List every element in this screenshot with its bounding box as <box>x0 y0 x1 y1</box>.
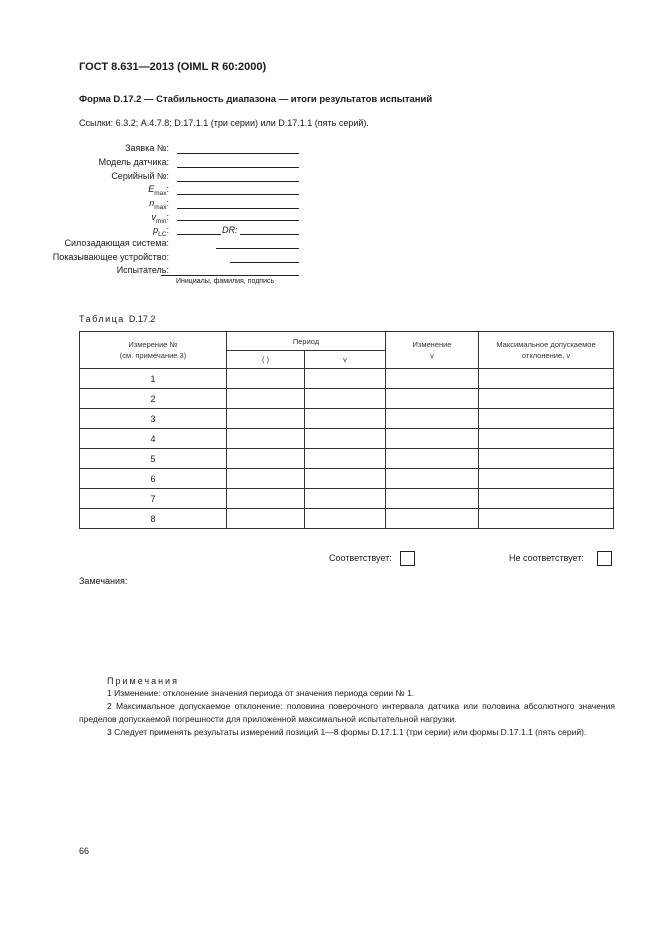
plc-subscript: LC <box>158 230 167 238</box>
references: Ссылки: 6.3.2; А.4.7.8; D.17.1.1 (три серии) или D.17.1.1 (пять серий). <box>79 118 369 128</box>
change-cell[interactable] <box>386 469 479 489</box>
max-deviation-cell[interactable] <box>479 409 614 429</box>
max-deviation-cell[interactable] <box>479 449 614 469</box>
period-cell[interactable] <box>305 409 386 429</box>
form-title: Форма D.17.2 — Стабильность диапазона — итоги результатов испытаний <box>79 94 433 105</box>
period-cell[interactable] <box>305 469 386 489</box>
table-row <box>80 389 614 409</box>
plc-symbol: p <box>153 225 159 235</box>
header-change-label: Изменение <box>412 340 452 349</box>
header-change <box>386 332 479 369</box>
load-system-label: Силозадающая система: <box>64 238 169 248</box>
table-caption-prefix: Таблица <box>79 314 125 324</box>
period-cell[interactable] <box>305 429 386 449</box>
indicator-label: Показывающее устройство: <box>52 252 169 262</box>
note-1 <box>79 687 615 700</box>
not-complies-label: Не соответствует: <box>509 553 584 563</box>
nmax-label <box>149 198 169 211</box>
emax-field[interactable] <box>177 194 299 195</box>
nmax-field[interactable] <box>177 208 299 209</box>
period-cell[interactable] <box>227 429 305 449</box>
period-cell[interactable] <box>305 389 386 409</box>
measurement-number: 2 <box>80 389 227 409</box>
max-deviation-cell[interactable] <box>479 469 614 489</box>
header-max-deviation-unit: отклонение, v <box>521 351 571 360</box>
standard-designation: ГОСТ 8.631—2013 (OIML R 60:2000) <box>79 61 267 73</box>
application-label: Заявка №: <box>125 143 169 153</box>
change-cell[interactable] <box>386 389 479 409</box>
measurement-number: 7 <box>80 489 227 509</box>
measurement-number: 6 <box>80 469 227 489</box>
nmax-symbol: n <box>149 198 155 208</box>
measurement-number: 1 <box>80 369 227 389</box>
emax-subscript: max <box>154 189 167 197</box>
period-cell[interactable] <box>227 389 305 409</box>
period-cell[interactable] <box>227 369 305 389</box>
period-cell[interactable] <box>227 409 305 429</box>
remarks-label: Замечания: <box>79 576 128 586</box>
header-max-deviation <box>479 332 614 369</box>
note-2 <box>79 700 615 726</box>
change-cell[interactable] <box>386 429 479 449</box>
vmin-field[interactable] <box>177 220 299 221</box>
vmin-colon: : <box>166 212 169 222</box>
dr-label: DR: <box>222 225 238 235</box>
table-row <box>80 409 614 429</box>
max-deviation-cell[interactable] <box>479 389 614 409</box>
max-deviation-cell[interactable] <box>479 429 614 449</box>
header-period-sub2: v <box>305 351 386 369</box>
note-2-text: 2 Максимальное допускаемое отклонение: половина поверочного интервала датчика или половина абсолютного значения пределов допускаемой погрешности для приложенной максимальной испытательной нагрузки. <box>79 701 615 724</box>
period-cell[interactable] <box>305 369 386 389</box>
indicator-field[interactable] <box>230 262 299 263</box>
table-caption <box>79 314 155 324</box>
period-cell[interactable] <box>305 509 386 529</box>
table-row <box>80 369 614 389</box>
emax-label <box>148 184 169 197</box>
tester-label: Испытатель: <box>116 265 169 275</box>
emax-symbol: E <box>148 184 155 194</box>
model-label: Модель датчика: <box>98 157 169 167</box>
serial-label: Серийный №: <box>111 171 169 181</box>
header-measurement-label: Измерение № <box>128 340 178 349</box>
change-cell[interactable] <box>386 509 479 529</box>
note-3-text: 3 Следует применять результаты измерений позиций 1—8 формы D.17.1.1 (три серии) или формы D.17.1.1 (пять серий). <box>107 727 587 737</box>
header-change-unit: v <box>430 351 434 360</box>
change-cell[interactable] <box>386 489 479 509</box>
notes-heading: Примечания <box>107 676 179 686</box>
emax-colon: : <box>166 184 169 194</box>
measurement-number: 4 <box>80 429 227 449</box>
serial-field[interactable] <box>177 181 299 182</box>
max-deviation-cell[interactable] <box>479 509 614 529</box>
dr-field[interactable] <box>240 234 299 235</box>
header-period-sub1: ( ) <box>227 351 305 369</box>
complies-label: Соответствует: <box>329 553 392 563</box>
table-row <box>80 469 614 489</box>
table-row <box>80 509 614 529</box>
plc-field[interactable] <box>177 234 221 235</box>
plc-label <box>153 225 169 238</box>
complies-checkbox[interactable] <box>400 551 415 566</box>
change-cell[interactable] <box>386 449 479 469</box>
period-cell[interactable] <box>305 449 386 469</box>
max-deviation-cell[interactable] <box>479 489 614 509</box>
vmin-subscript: min <box>156 217 167 225</box>
plc-colon: : <box>166 225 169 235</box>
period-cell[interactable] <box>227 469 305 489</box>
nmax-subscript: max <box>154 203 167 211</box>
change-cell[interactable] <box>386 409 479 429</box>
header-measurement-note: (см. примечание 3) <box>119 351 187 360</box>
table-row <box>80 429 614 449</box>
not-complies-checkbox[interactable] <box>597 551 612 566</box>
note-3 <box>79 726 615 739</box>
measurement-number: 3 <box>80 409 227 429</box>
change-cell[interactable] <box>386 369 479 389</box>
application-field[interactable] <box>177 153 299 154</box>
max-deviation-cell[interactable] <box>479 369 614 389</box>
results-table <box>79 331 614 529</box>
load-system-field[interactable] <box>216 248 299 249</box>
header-period: Период <box>227 332 386 351</box>
signature-caption: Инициалы, фамилия, подпись <box>176 278 275 285</box>
vmin-symbol: v <box>151 212 156 222</box>
header-max-deviation-label: Максимальное допускаемое <box>496 340 596 349</box>
model-field[interactable] <box>177 167 299 168</box>
table-caption-number: D.17.2 <box>128 314 156 324</box>
header-measurement <box>80 332 227 369</box>
period-cell[interactable] <box>227 489 305 509</box>
period-cell[interactable] <box>305 489 386 509</box>
note-1-text: 1 Изменение: отклонение значения периода от значения периода серии № 1. <box>107 688 415 698</box>
page-number: 66 <box>79 846 90 856</box>
nmax-colon: : <box>166 198 169 208</box>
table-row <box>80 489 614 509</box>
period-cell[interactable] <box>227 509 305 529</box>
vmin-label <box>152 212 170 225</box>
measurement-number: 5 <box>80 449 227 469</box>
period-cell[interactable] <box>227 449 305 469</box>
table-row <box>80 449 614 469</box>
tester-field[interactable] <box>161 275 299 276</box>
measurement-number: 8 <box>80 509 227 529</box>
